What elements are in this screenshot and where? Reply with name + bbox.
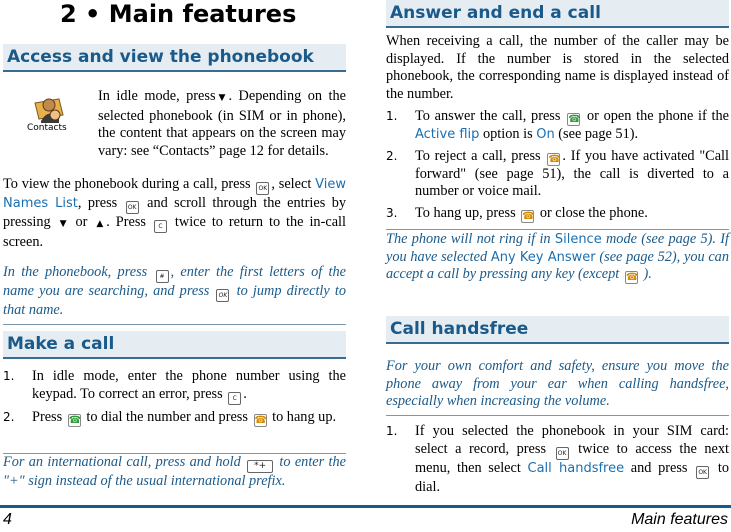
down-arrow-icon: ▼: [59, 219, 67, 229]
any-key-answer-option: Any Key Answer: [490, 249, 596, 265]
phonebook-heading: Access and view the phonebook: [3, 44, 346, 72]
phonebook-paragraph-1: In idle mode, press ▼ . Depending on the selected phonebook (in SIM or in phone), the content that appears on the screen may vary: see “Contacts” page 12 for details.: [98, 88, 347, 159]
ok-key-icon: OK: [126, 201, 139, 214]
ok-key-icon: OK: [556, 447, 569, 460]
list-item: 1. If you selected the phonebook in your SIM card: select a record, press OK twice to access the next menu, then select Call handsfree and press OK to dial.: [386, 423, 730, 495]
star-key-icon: *+: [247, 460, 273, 473]
list-item: 2. Press ☎ to dial the number and press ☎ to hang up.: [3, 408, 337, 426]
hash-key-icon: #: [156, 270, 169, 283]
make-call-steps: [3, 368, 346, 427]
call-key-icon: ☎: [68, 414, 82, 426]
answer-intro: When receiving a call, the number of the caller may be displayed. If the number is stored in the selected phonebook, the corresponding name is displayed instead of the number.: [386, 33, 729, 102]
view-names-list-option: View Names List: [3, 177, 346, 211]
handsfree-heading: Call handsfree: [386, 316, 729, 344]
silence-mode-note: The phone will not ring if in Silence mode (see page 5). If you have selected Any Key Answer (see page 52), you can accept a call by pressing any key (except ☎ ).: [386, 229, 729, 288]
down-arrow-icon: ▼: [218, 93, 226, 103]
international-call-note: For an international call, press and hold *+ to enter the "+" sign instead of the usual international prefix.: [3, 453, 346, 495]
list-item: 1. To answer the call, press ☎ or open the phone if the Active flip option is On (see page 51).: [386, 108, 729, 142]
up-arrow-icon: ▲: [96, 219, 104, 229]
handsfree-safety-note: For your own comfort and safety, ensure you move the phone away from your ear when calling handsfree, especially when increasing the volume.: [386, 358, 729, 416]
end-call-key-icon: ☎: [254, 414, 267, 426]
list-item: 3. To hang up, press ☎ or close the phone.: [386, 204, 648, 222]
ok-key-icon: OK: [696, 466, 709, 479]
end-call-key-icon: ☎: [625, 272, 639, 284]
list-item: 2. To reject a call, press ☎ . If you have activated "Call forward" (see page 51), the call is diverted to a number or voice mail.: [386, 147, 729, 200]
contacts-icon-label: Contacts: [27, 123, 67, 133]
ok-key-icon: OK: [256, 182, 269, 195]
phonebook-tip-note: In the phonebook, press # , enter the first letters of the name you are searching, and press OK to jump directly to that name.: [3, 264, 346, 325]
end-call-key-icon: ☎: [522, 210, 535, 222]
call-handsfree-option: Call handsfree: [527, 460, 625, 476]
footer-divider: [0, 505, 731, 508]
page-number: 4: [3, 511, 12, 528]
ok-key-icon: OK: [216, 289, 229, 302]
active-flip-option: Active flip: [415, 127, 480, 142]
list-item: 1. In idle mode, enter the phone number using the keypad. To correct an error, press C .: [3, 368, 346, 405]
footer-section-title: Main features: [631, 511, 728, 528]
on-value: On: [536, 127, 555, 142]
make-call-heading: Make a call: [3, 331, 346, 359]
c-key-icon: C: [228, 392, 241, 405]
end-call-key-icon: ☎: [548, 153, 561, 165]
handsfree-steps: [386, 423, 729, 496]
call-key-icon: ☎: [568, 114, 581, 125]
answer-call-heading: Answer and end a call: [386, 0, 729, 28]
answer-steps: [386, 108, 729, 223]
silence-mode-option: Silence: [554, 232, 602, 247]
c-key-icon: C: [154, 220, 167, 233]
page-title: 2 • Main features: [60, 0, 297, 28]
phonebook-paragraph-2: To view the phonebook during a call, press OK , select View Names List, press OK and scroll through the entries by pressing ▼ or ▲ . Press C twice to return to the in-call screen.: [3, 176, 347, 250]
